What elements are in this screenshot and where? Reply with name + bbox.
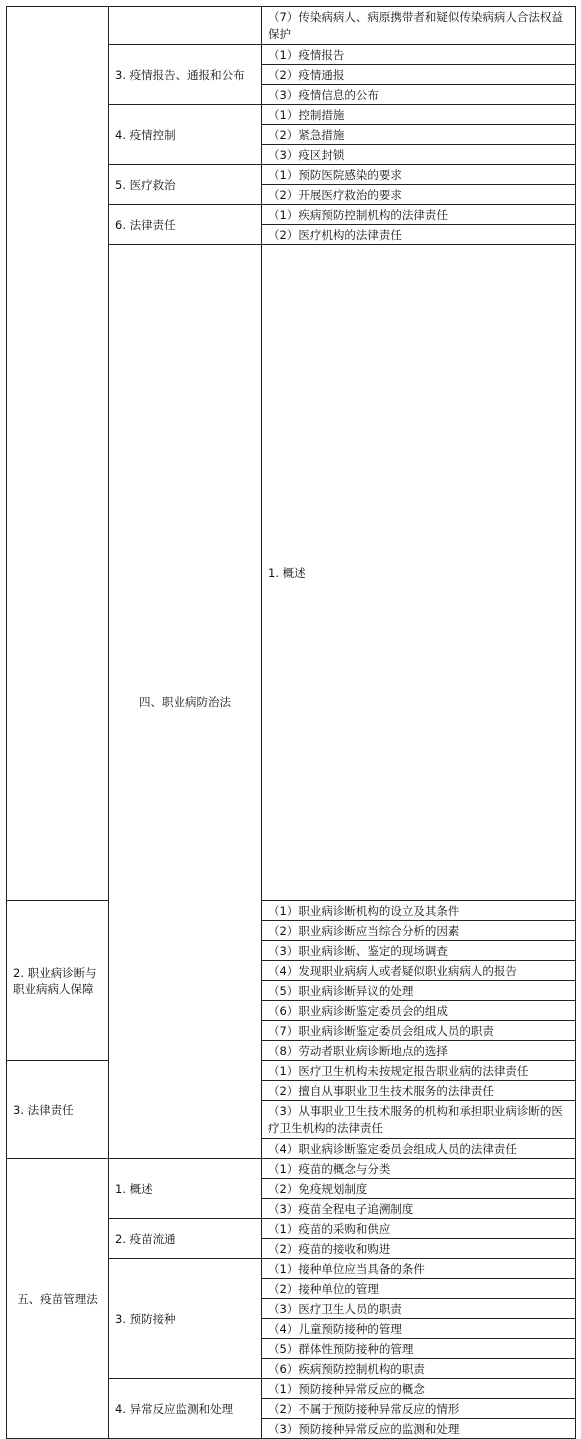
table-row bbox=[7, 901, 576, 921]
subunit-title: 1. 概述 bbox=[262, 245, 576, 901]
subunit-title: 6. 法律责任 bbox=[109, 205, 262, 245]
subunit-title: 3. 预防接种 bbox=[109, 1259, 262, 1379]
point-item: （2）医疗机构的法律责任 bbox=[262, 225, 576, 245]
unit-title: 五、疫苗管理法 bbox=[7, 1159, 109, 1439]
point-item: （1）预防接种异常反应的概念 bbox=[262, 1379, 576, 1399]
point-item: （2）擅自从事职业卫生技术服务的法律责任 bbox=[262, 1081, 576, 1101]
unit-title: 四、职业病防治法 bbox=[109, 245, 262, 1159]
point-item: （1）接种单位应当具备的条件 bbox=[262, 1259, 576, 1279]
point-item: （4）职业病诊断鉴定委员会组成人员的法律责任 bbox=[262, 1139, 576, 1159]
syllabus-table bbox=[6, 6, 576, 1439]
point-item: （3）预防接种异常反应的监测和处理 bbox=[262, 1419, 576, 1439]
table-row bbox=[7, 7, 576, 45]
subunit-title: 5. 医疗救治 bbox=[109, 165, 262, 205]
point-item: （3）疫苗全程电子追溯制度 bbox=[262, 1199, 576, 1219]
table-row bbox=[7, 1159, 576, 1179]
point-item: （1）控制措施 bbox=[262, 105, 576, 125]
point-item: （1）医疗卫生机构未按规定报告职业病的法律责任 bbox=[262, 1061, 576, 1081]
point-item: （6）疾病预防控制机构的职责 bbox=[262, 1359, 576, 1379]
subunit-title: 1. 概述 bbox=[109, 1159, 262, 1219]
point-item: （1）疫情报告 bbox=[262, 45, 576, 65]
point-item: （4）儿童预防接种的管理 bbox=[262, 1319, 576, 1339]
point-item: （2）不属于预防接种异常反应的情形 bbox=[262, 1399, 576, 1419]
point-item: （3）医疗卫生人员的职责 bbox=[262, 1299, 576, 1319]
point-item: （1）职业病诊断机构的设立及其条件 bbox=[262, 901, 576, 921]
subunit-title: 2. 职业病诊断与职业病病人保障 bbox=[7, 901, 109, 1061]
subunit-title: 3. 疫情报告、通报和公布 bbox=[109, 45, 262, 105]
point-item: （2）紧急措施 bbox=[262, 125, 576, 145]
point-item: （1）疫苗的采购和供应 bbox=[262, 1219, 576, 1239]
point-item: （7）传染病病人、病原携带者和疑似传染病病人合法权益保护 bbox=[262, 7, 576, 45]
point-item: （8）劳动者职业病诊断地点的选择 bbox=[262, 1041, 576, 1061]
point-item: （2）职业病诊断应当综合分析的因素 bbox=[262, 921, 576, 941]
subunit-title bbox=[109, 7, 262, 45]
point-item: （3）从事职业卫生技术服务的机构和承担职业病诊断的医疗卫生机构的法律责任 bbox=[262, 1101, 576, 1139]
point-item: （1）疫苗的概念与分类 bbox=[262, 1159, 576, 1179]
point-item: （2）免疫规划制度 bbox=[262, 1179, 576, 1199]
point-item: （3）职业病诊断、鉴定的现场调查 bbox=[262, 941, 576, 961]
point-item: （3）疫区封锁 bbox=[262, 145, 576, 165]
subunit-title: 4. 异常反应监测和处理 bbox=[109, 1379, 262, 1439]
point-item: （6）职业病诊断鉴定委员会的组成 bbox=[262, 1001, 576, 1021]
point-item: （4）发现职业病病人或者疑似职业病病人的报告 bbox=[262, 961, 576, 981]
point-item: （2）疫情通报 bbox=[262, 65, 576, 85]
point-item: （1）预防医院感染的要求 bbox=[262, 165, 576, 185]
table-body bbox=[7, 7, 576, 1439]
point-item: （2）接种单位的管理 bbox=[262, 1279, 576, 1299]
table-row bbox=[7, 1061, 576, 1081]
subunit-title: 2. 疫苗流通 bbox=[109, 1219, 262, 1259]
point-item: （3）疫情信息的公布 bbox=[262, 85, 576, 105]
point-item: （7）职业病诊断鉴定委员会组成人员的职责 bbox=[262, 1021, 576, 1041]
point-item: （2）疫苗的接收和购进 bbox=[262, 1239, 576, 1259]
subunit-title: 4. 疫情控制 bbox=[109, 105, 262, 165]
point-item: （2）开展医疗救治的要求 bbox=[262, 185, 576, 205]
point-item: （1）疾病预防控制机构的法律责任 bbox=[262, 205, 576, 225]
point-item: （5）群体性预防接种的管理 bbox=[262, 1339, 576, 1359]
point-item: （5）职业病诊断异议的处理 bbox=[262, 981, 576, 1001]
subunit-title: 3. 法律责任 bbox=[7, 1061, 109, 1159]
unit-title bbox=[7, 7, 109, 901]
